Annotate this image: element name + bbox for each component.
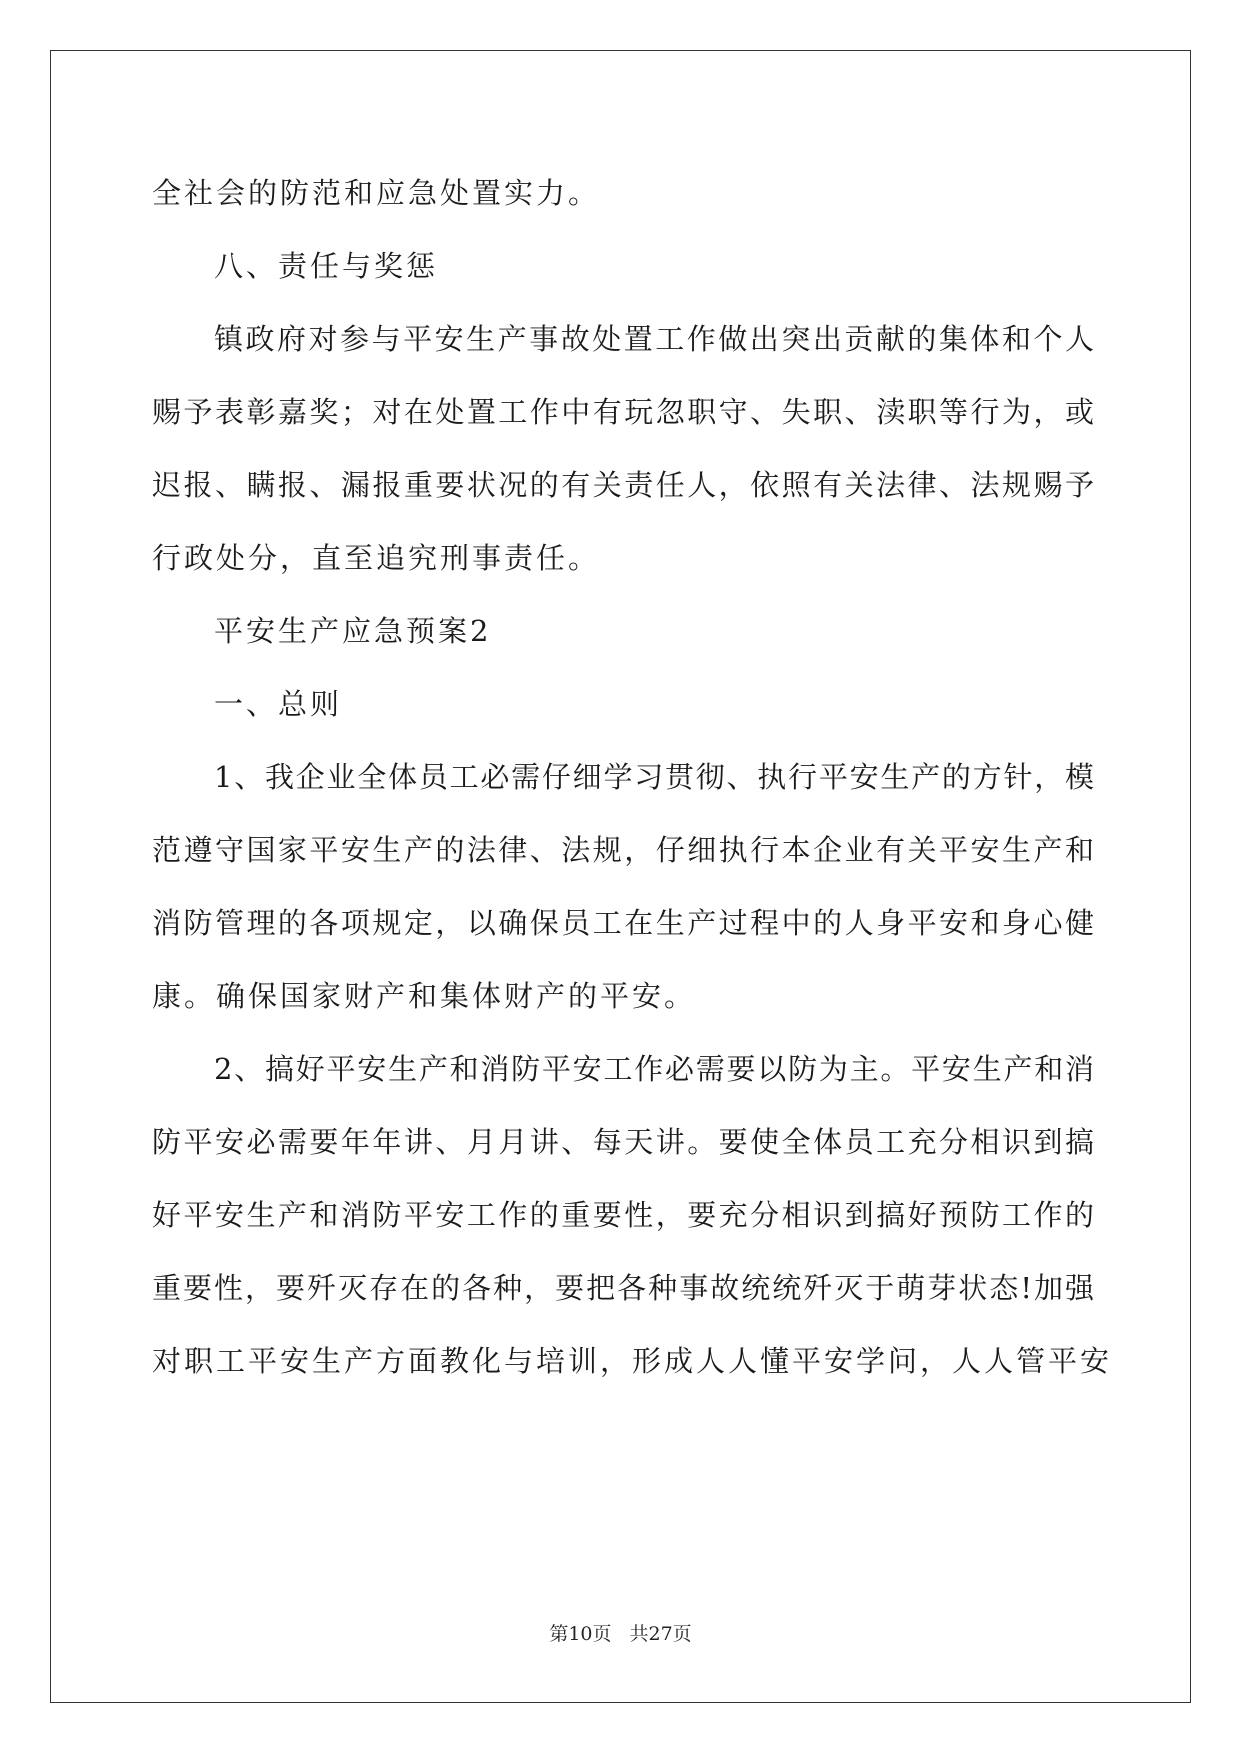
text-line: 重要性，要歼灭存在的各种，要把各种事故统统歼灭于萌芽状态!加强 (152, 1271, 1094, 1305)
text-line: 八、责任与奖惩 (214, 249, 439, 283)
text-line: 范遵守国家平安生产的法律、法规，仔细执行本企业有关平安生产和 (152, 833, 1094, 867)
text-line: 全社会的防范和应急处置实力。 (152, 176, 601, 210)
text-line: 防平安必需要年年讲、月月讲、每天讲。要使全体员工充分相识到搞 (152, 1125, 1094, 1159)
paragraph (152, 741, 1094, 1033)
paragraph (152, 230, 1094, 303)
text-line: 一、总则 (214, 687, 343, 721)
page-number: 第10页 (549, 1623, 612, 1645)
text-line: 康。确保国家财产和集体财产的平安。 (152, 979, 697, 1013)
document-body (152, 157, 1113, 1398)
text-line: 迟报、瞒报、漏报重要状况的有关责任人，依照有关法律、法规赐予 (152, 468, 1094, 502)
paragraph (152, 595, 1094, 668)
text-line: 1、我企业全体员工必需仔细学习贯彻、执行平安生产的方针，模 (214, 760, 1094, 794)
page-footer (0, 1622, 1241, 1646)
paragraph (152, 668, 1094, 741)
text-line: 平安生产应急预案2 (214, 614, 492, 648)
text-line: 赐予表彰嘉奖；对在处置工作中有玩忽职守、失职、渎职等行为，或 (152, 395, 1094, 429)
paragraph (152, 303, 1094, 595)
paragraph (152, 157, 1094, 230)
text-line: 2、搞好平安生产和消防平安工作必需要以防为主。平安生产和消 (214, 1052, 1094, 1086)
text-line: 消防管理的各项规定，以确保员工在生产过程中的人身平安和身心健 (152, 906, 1094, 940)
paragraph (152, 1033, 1113, 1398)
text-line: 好平安生产和消防平安工作的重要性，要充分相识到搞好预防工作的 (152, 1198, 1094, 1232)
text-line: 对职工平安生产方面教化与培训，形成人人懂平安学问，人人管平安 (152, 1344, 1113, 1378)
text-line: 镇政府对参与平安生产事故处置工作做出突出贡献的集体和个人 (214, 322, 1094, 356)
text-line: 行政处分，直至追究刑事责任。 (152, 541, 601, 575)
page-total: 共27页 (629, 1623, 692, 1645)
